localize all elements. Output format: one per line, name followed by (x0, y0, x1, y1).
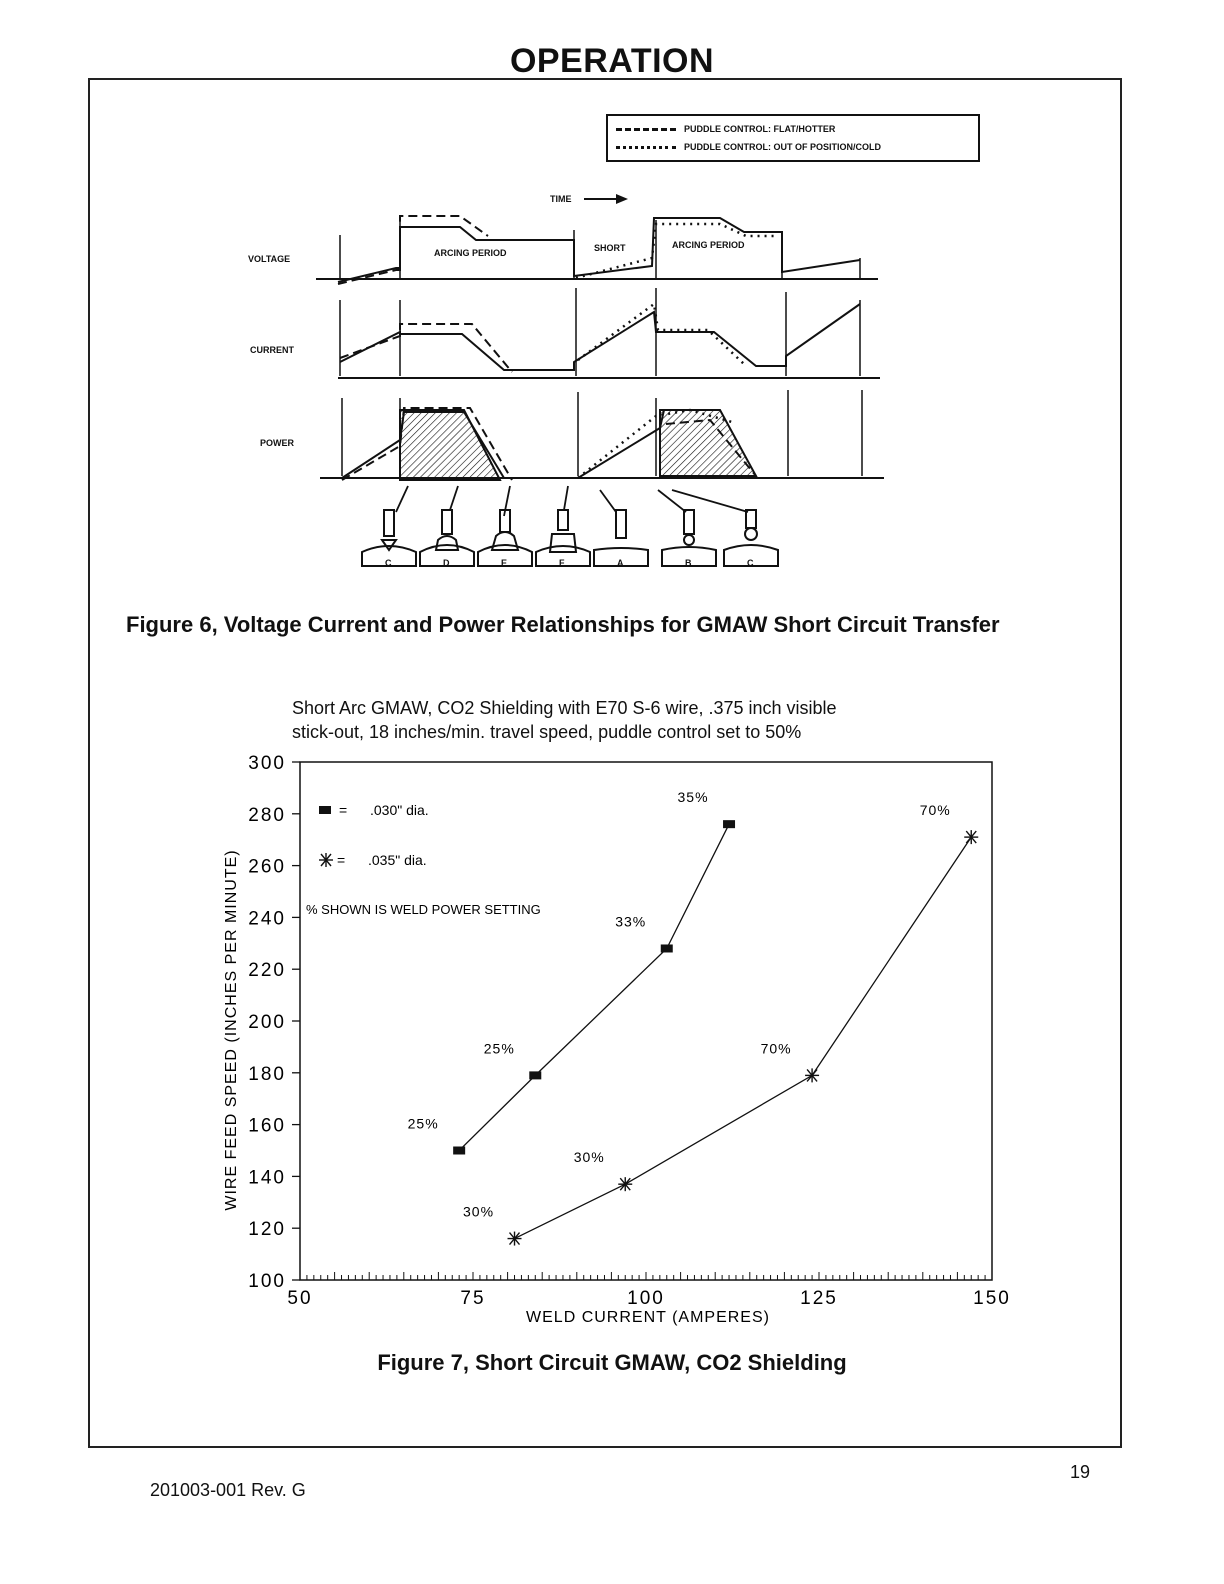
y-axis-label: WIRE FEED SPEED (INCHES PER MINUTE) (223, 849, 240, 1211)
legend-030-text: .030" dia. (370, 802, 429, 818)
subtitle-line-2: stick-out, 18 inches/min. travel speed, puddle control set to 50% (292, 722, 802, 742)
point-label: 30% (573, 1149, 605, 1166)
y-tick-label: 280 (248, 804, 286, 826)
arcing-period-1-label: ARCING PERIOD (434, 248, 507, 258)
y-tick-label: 200 (248, 1012, 286, 1033)
square-marker (529, 1071, 541, 1079)
y-tick-label: 300 (248, 753, 286, 774)
x-tick-label: 100 (627, 1288, 665, 1309)
y-tick-label: 180 (248, 1063, 286, 1085)
point-label: 70% (919, 802, 951, 819)
droplet-label: F (559, 558, 565, 568)
point-label: 70% (760, 1040, 792, 1057)
series-line-035 (515, 837, 972, 1238)
short-label: SHORT (594, 243, 626, 253)
legend-asterisk-icon (319, 853, 333, 867)
y-tick-label: 260 (248, 856, 286, 878)
page-number: 19 (1070, 1462, 1091, 1482)
y-tick-label: 220 (248, 960, 286, 982)
legend-flat-hotter: PUDDLE CONTROL: FLAT/HOTTER (616, 124, 835, 134)
series-line-030 (459, 824, 729, 1150)
figure6-caption: Figure 6, Voltage Current and Power Relationships for GMAW Short Circuit Transfer (126, 612, 1000, 637)
droplet-label: C (385, 558, 392, 568)
legend-out-of-position: PUDDLE CONTROL: OUT OF POSITION/COLD (616, 142, 881, 152)
y-tick-label: 240 (248, 908, 286, 930)
arcing-period-2-label: ARCING PERIOD (672, 240, 745, 250)
y-tick-label: 160 (248, 1115, 286, 1137)
point-label: 30% (463, 1203, 495, 1220)
droplet-label: C (747, 558, 754, 568)
subtitle-line-1: Short Arc GMAW, CO2 Shielding with E70 S-6 wire, .375 inch visible (292, 698, 837, 718)
legend-note: % SHOWN IS WELD POWER SETTING (306, 902, 541, 917)
y-tick-label: 120 (248, 1219, 286, 1241)
droplet-label: A (617, 558, 624, 568)
point-label: 25% (407, 1115, 439, 1132)
asterisk-marker (618, 1177, 632, 1191)
square-marker (723, 820, 735, 828)
square-marker (453, 1147, 465, 1155)
power-label: POWER (260, 438, 295, 448)
legend-square-icon (319, 806, 331, 814)
tick-labels (248, 753, 1011, 1309)
current-label: CURRENT (250, 345, 294, 355)
x-tick-label: 75 (460, 1288, 486, 1309)
legend-eq-030: = (339, 802, 348, 818)
asterisk-marker (805, 1068, 819, 1082)
x-axis-label: WELD CURRENT (AMPERES) (526, 1309, 770, 1326)
point-label: 35% (677, 789, 709, 806)
document-number: 201003-001 Rev. G (150, 1480, 306, 1500)
x-tick-label: 125 (800, 1288, 838, 1309)
square-marker (661, 944, 673, 952)
y-tick-label: 140 (248, 1167, 286, 1189)
plot-frame (300, 762, 992, 1280)
voltage-label: VOLTAGE (248, 254, 291, 264)
series-lines (459, 824, 971, 1238)
droplet-label: D (443, 558, 450, 568)
point-label: 25% (483, 1040, 515, 1057)
droplet-label: B (685, 558, 692, 568)
point-labels (408, 789, 951, 1219)
tick-marks (292, 762, 992, 1280)
data-markers (453, 820, 978, 1245)
figure7-caption: Figure 7, Short Circuit GMAW, CO2 Shielding (377, 1350, 847, 1375)
point-label: 33% (615, 913, 647, 930)
page-title: OPERATION (509, 42, 715, 80)
asterisk-marker (964, 830, 978, 844)
asterisk-marker (508, 1232, 522, 1246)
y-tick-label: 100 (248, 1271, 286, 1292)
x-tick-label: 150 (973, 1288, 1011, 1309)
x-tick-label: 50 (287, 1288, 313, 1309)
legend-035-text: .035" dia. (368, 852, 427, 868)
legend-eq-035: = (337, 852, 346, 868)
droplet-label: E (501, 558, 508, 568)
time-label: TIME (550, 194, 572, 204)
